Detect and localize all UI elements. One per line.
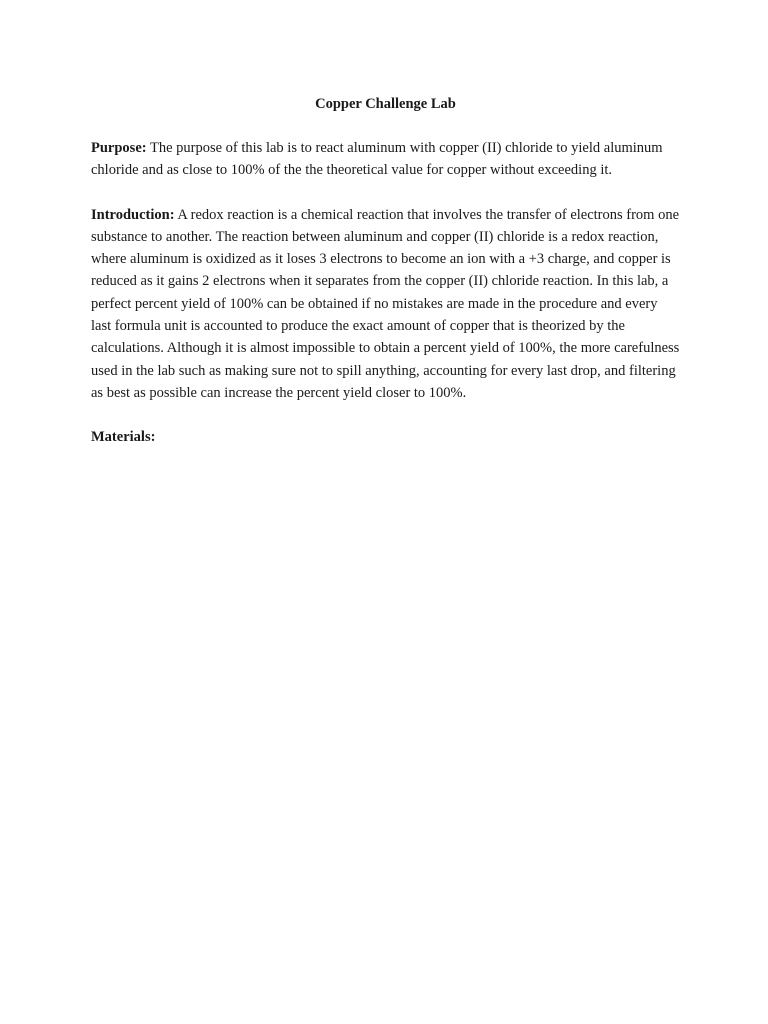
- introduction-body: A redox reaction is a chemical reaction that involves the transfer of electrons from one substance to another. The reaction between aluminum and copper (II) chloride is a redox reaction, where aluminum is oxidized as it loses 3 electrons to become an ion with a +3 charge, and copper is reduced as it gains 2 electrons when it separates from the copper (II) chloride reaction. In this lab, a perfect percent yield of 100% can be obtained if no mistakes are made in the procedure and every last formula unit is accounted to produce the exact amount of copper that is theorized by the calculations. Although it is almost impossible to obtain a percent yield of 100%, the more carefulness used in the lab such as making sure not to spill anything, accounting for every last drop, and filtering as best as possible can increase the percent yield closer to 100%.: [91, 206, 680, 401]
- purpose-section: [91, 137, 680, 182]
- introduction-heading: Introduction:: [91, 206, 175, 223]
- materials-section: [91, 426, 680, 448]
- materials-paragraph: [91, 426, 680, 448]
- purpose-heading: Purpose:: [91, 140, 147, 156]
- purpose-paragraph: [91, 137, 680, 182]
- materials-heading: Materials:: [91, 429, 156, 446]
- document-title: Copper Challenge Lab: [315, 96, 456, 112]
- purpose-body: The purpose of this lab is to react aluminum with copper (II) chloride to yield aluminum chloride and as close to 100% of the the theoretical value for copper without exceeding it.: [91, 140, 663, 179]
- introduction-paragraph: [91, 204, 680, 405]
- introduction-section: [91, 204, 680, 405]
